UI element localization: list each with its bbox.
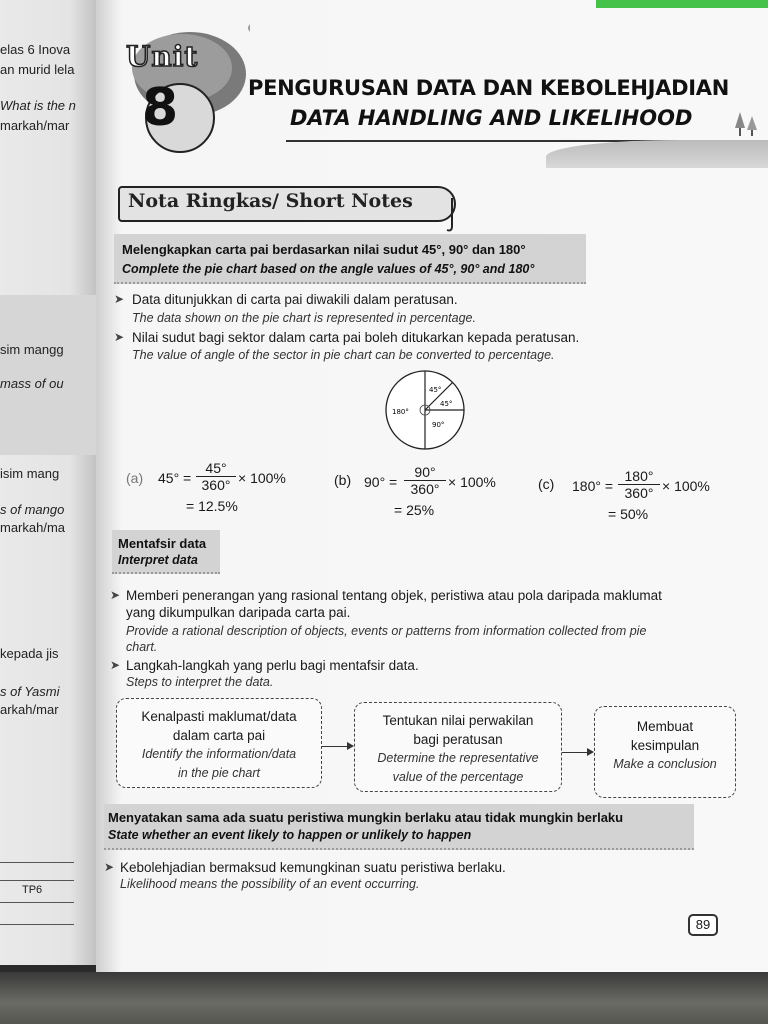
calc-lhs: 90° = [364,474,398,490]
pie-label-45a: 45° [429,386,442,394]
bullet-arrow-icon: ➤ [104,860,115,874]
left-page-line: markah/mar [0,118,70,133]
pie-label-180: 180° [392,408,409,416]
point-text-en: Likelihood means the possibility of an event occurring. [120,877,420,891]
calc-letter: (c) [538,476,555,492]
bullet-arrow-icon: ➤ [110,588,121,602]
left-page-shade [0,295,100,455]
page-title: PENGURUSAN DATA DAN KEBOLEHJADIAN [248,76,729,100]
page-edge-stripe [596,0,768,8]
left-page-line: sim mangg [0,342,64,357]
step-text: kesimpulan [630,738,700,753]
unit-badge-icon [110,6,250,156]
left-page-line: What is the n [0,98,76,113]
step-text: Membuat [636,719,694,734]
page-number: 89 [688,914,718,936]
section3-heading: Menyatakan sama ada suatu peristiwa mungkin berlaku atau tidak mungkin berlaku [108,810,624,825]
calc-result: = 12.5% [186,498,238,514]
left-page-rule [0,880,74,881]
tp-label: TP6 [22,884,43,896]
calc-result: = 25% [394,502,435,518]
point-text: Kebolehjadian bermaksud kemungkinan suatu peristiwa berlaku. [120,860,506,875]
pie-chart [380,370,470,454]
section2-heading-en: Interpret data [118,553,198,567]
scan-background [0,972,768,1024]
step-box-conclude [594,706,736,798]
page [96,0,768,972]
point-text: Data ditunjukkan di carta pai diwakili dalam peratusan. [132,292,458,307]
left-page-line: an murid lela [0,62,75,77]
point-text: Langkah-langkah yang perlu bagi mentafsir data. [126,658,419,673]
calc-numerator: 90° [404,464,446,481]
section3-heading-en: State whether an event likely to happen or unlikely to happen [108,828,472,842]
step-text: Kenalpasti maklumat/data [141,709,297,724]
point-text: yang dikumpulkan daripada carta pai. [126,605,351,620]
step-text: Tentukan nilai perwakilan [382,713,534,728]
left-page-rule [0,902,74,903]
calc-mult: × 100% [662,478,710,494]
step-box-determine [354,702,562,792]
left-page-line: elas 6 Inova [0,42,71,57]
left-page-line: kepada jis [0,646,59,661]
hook-icon [444,196,460,234]
left-page-line: markah/ma [0,520,66,535]
calc-result: = 50% [608,506,649,522]
calc-denominator: 360° [624,485,654,501]
calc-letter: (a) [126,470,144,486]
step-box-identify [116,698,322,788]
step-text-en: Make a conclusion [613,757,717,771]
left-page-rule [0,862,74,863]
point-text-en: Steps to interpret the data. [126,675,274,689]
point-text-en: The value of angle of the sector in pie chart can be converted to percentage. [132,348,555,362]
point-text: Memberi penerangan yang rasional tentang objek, peristiwa atau pola daripada maklumat [126,588,662,603]
step-text-en: Identify the information/data [141,747,297,761]
tree-icon [732,108,762,138]
point-text-en: Provide a rational description of objects, events or patterns from information collected from pie [126,624,647,638]
calc-lhs: 45° = [158,470,192,486]
calc-letter: (b) [334,472,352,488]
point-text-en: chart. [126,640,158,654]
step-text-en: Determine the representative [377,751,539,765]
point-text-en: The data shown on the pie chart is represented in percentage. [132,311,476,325]
left-page-rule [0,924,74,925]
calc-mult: × 100% [448,474,496,490]
step-arrow [562,752,592,753]
step-text: bagi peratusan [413,732,503,747]
short-notes-label: Nota Ringkas/ Short Notes [128,190,413,212]
calc-lhs: 180° = [572,478,614,494]
pie-label-90: 90° [432,421,445,429]
calc-fraction [618,468,660,501]
left-page-line: arkah/mar [0,702,59,717]
step-text: dalam carta pai [172,728,266,743]
step-text-en: value of the percentage [392,770,524,784]
calc-denominator: 360° [201,477,231,493]
section1-heading: Melengkapkan carta pai berdasarkan nilai sudut 45°, 90° dan 180° [122,242,526,257]
bullet-arrow-icon: ➤ [114,330,125,344]
calc-mult: × 100% [238,470,286,486]
unit-number: 8 [142,78,179,138]
bullet-arrow-icon: ➤ [114,292,125,306]
point-text: Nilai sudut bagi sektor dalam carta pai boleh ditukarkan kepada peratusan. [132,330,580,345]
calc-fraction [196,460,236,493]
left-page-line: s of Yasmi [0,684,60,699]
bullet-arrow-icon: ➤ [110,658,121,672]
step-text-en: in the pie chart [178,766,260,780]
calc-denominator: 360° [410,481,440,497]
left-page-line: mass of ou [0,376,64,391]
left-page [0,0,100,965]
pie-label-45b: 45° [440,400,453,408]
left-page-line: s of mango [0,502,65,517]
calc-numerator: 180° [618,468,660,485]
section2-heading: Mentafsir data [118,536,207,551]
calc-fraction [404,464,446,497]
left-page-line: isim mang [0,466,60,481]
step-arrow [322,746,352,747]
page-subtitle: DATA HANDLING AND LIKELIHOOD [290,106,693,130]
calc-numerator: 45° [196,460,236,477]
unit-word: Unit [126,40,199,73]
section1-heading-en: Complete the pie chart based on the angle values of 45°, 90° and 180° [122,262,535,276]
header-landscape [546,140,768,168]
